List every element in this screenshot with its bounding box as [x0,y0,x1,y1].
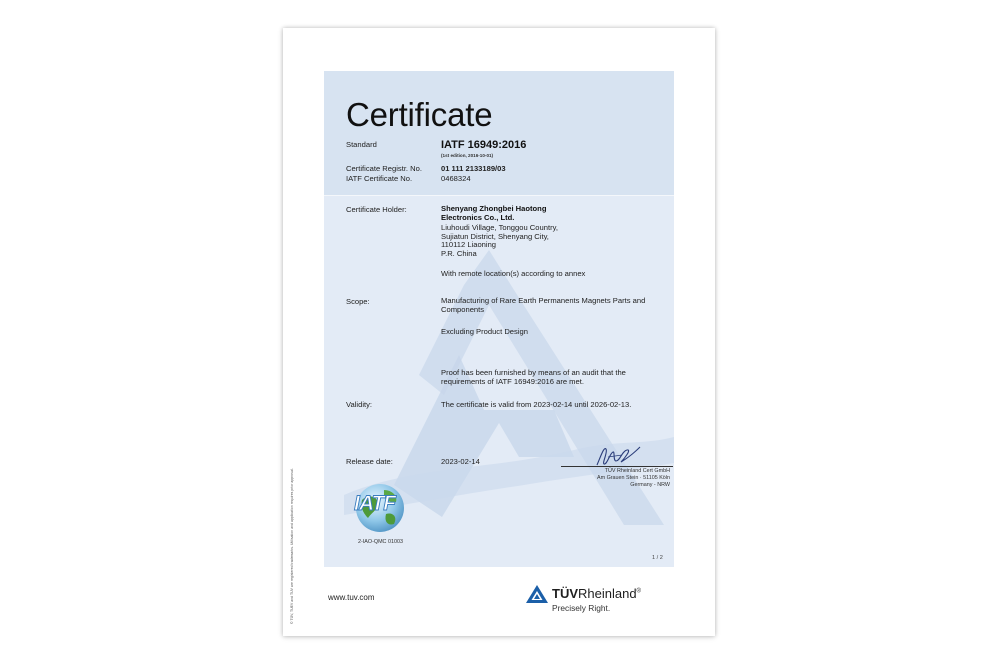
scope-line: Manufacturing of Rare Earth Permanents Magnets Parts and [441,296,646,305]
release-date-label: Release date: [346,457,393,466]
iatf-no-value: 0468324 [441,174,471,183]
scope-text [441,297,645,314]
website-link[interactable]: www.tuv.com [328,593,375,602]
issuer-region: Germany - NRW [630,482,670,488]
brand-reg-mark: ® [636,588,641,595]
iatf-code: 2-IAO-QMC 01003 [358,539,403,545]
validity-label: Validity: [346,400,373,409]
tuv-triangle-logo-icon [525,584,549,604]
standard-value: IATF 16949:2016 [441,139,527,151]
brand-name-rest: Rheinland [578,586,637,601]
brand-name [552,586,641,601]
holder-name [441,204,581,222]
scope-label: Scope: [346,297,370,306]
release-date-value: 2023-02-14 [441,457,480,466]
proof-line: requirements of IATF 16949:2016 are met. [441,376,584,386]
standard-label: Standard [346,140,377,149]
remote-locations-note: With remote location(s) according to annex [441,269,586,278]
registr-value: 01 111 2133189/03 [441,164,506,173]
iatf-no-label: IATF Certificate No. [346,174,413,183]
page-number: 1 / 2 [652,555,663,561]
proof-text [441,369,626,386]
issuer-address: Am Grauen Stein · 51105 Köln [596,475,670,481]
certificate-title: Certificate [346,96,493,133]
holder-name-line2: Electronics Co., Ltd. [441,213,515,222]
scope-line: Components [441,304,485,314]
standard-edition: (1st edition, 2016-10-01) [441,153,494,158]
holder-label: Certificate Holder: [346,205,407,214]
address-line: Liuhoudi Village, Tonggou Country, [441,223,558,232]
signature-line [561,466,673,467]
trademark-note: © TÜV, TUEV and TUV are registered trademarks. Utilisation and application requires prior approval. [290,468,294,624]
address-line: 110112 Liaoning [441,240,497,250]
issuer-name: TÜV Rheinland Cert GmbH [604,468,670,474]
holder-address [441,224,558,258]
address-line: Sujiatun District, Shenyang City, [441,231,549,241]
iatf-logo-text: IATF [354,492,396,515]
header-divider [324,195,674,196]
scope-exclusion: Excluding Product Design [441,327,528,336]
brand-tagline: Precisely Right. [552,603,611,613]
holder-name-line1: Shenyang Zhongbei Haotong [441,204,547,213]
proof-line: Proof has been furnished by means of an audit that the [441,368,626,377]
brand-name-bold: TÜV [552,586,578,601]
validity-value: The certificate is valid from 2023-02-14 until 2026-02-13. [441,400,632,409]
iatf-logo [348,478,412,534]
address-line: P.R. China [441,248,477,258]
registr-label: Certificate Registr. No. [346,164,422,173]
